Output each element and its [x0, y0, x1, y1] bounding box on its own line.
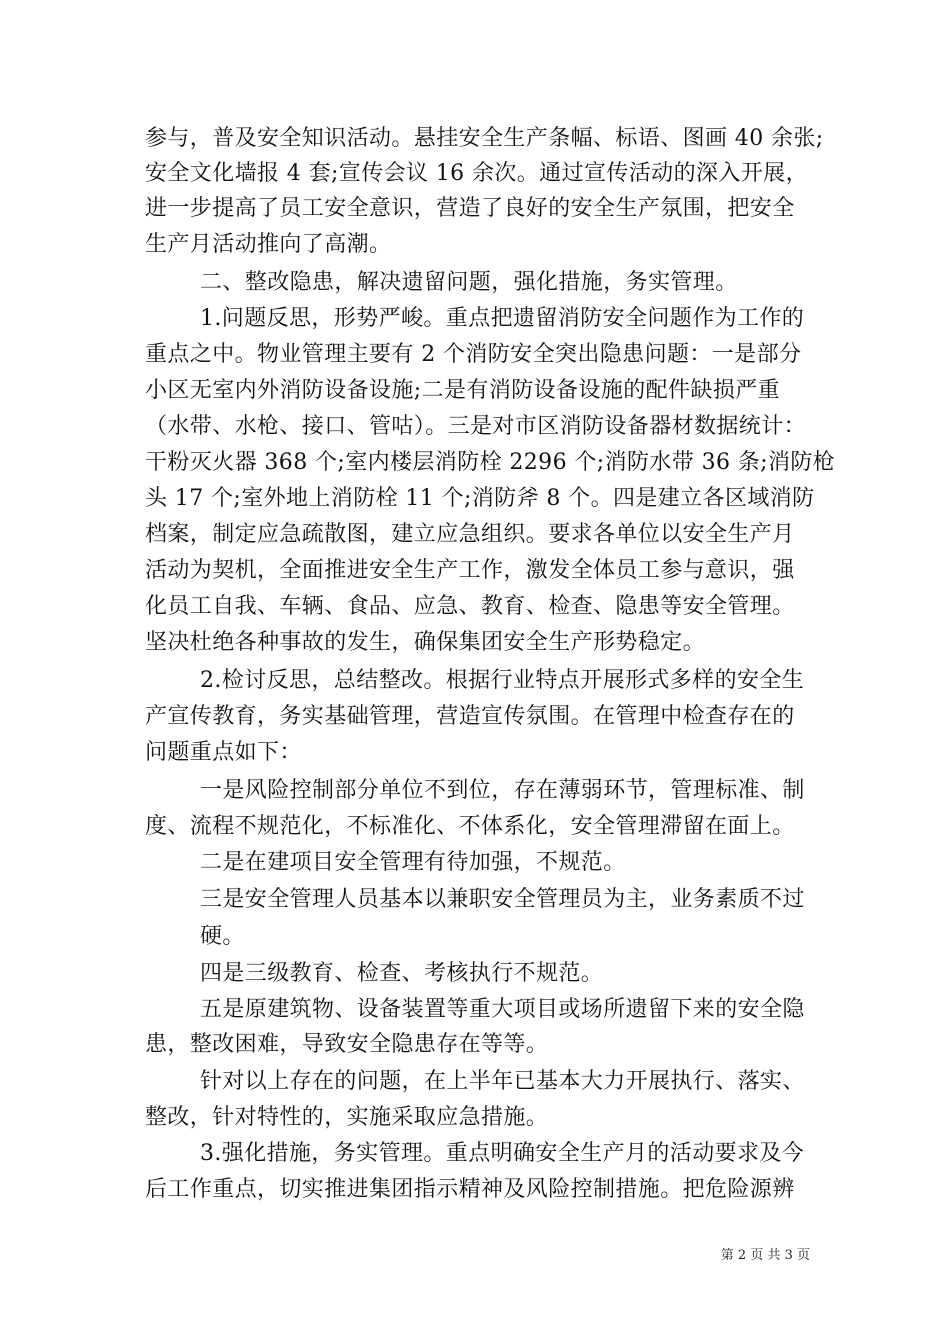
text-line: 问题重点如下： — [145, 740, 302, 765]
text-line: 化员工自我、车辆、食品、应急、教育、检查、隐患等安全管理。 — [145, 594, 795, 619]
text-line: 硬。 — [200, 924, 245, 949]
text-line: 二是在建项目安全管理有待加强，不规范。 — [200, 850, 626, 875]
text-line: 干粉灭火器 368 个;室内楼层消防栓 2296 个;消防水带 36 条;消防枪 — [145, 450, 836, 475]
text-line: 针对以上存在的问题，在上半年已基本大力开展执行、落实、 — [200, 1069, 805, 1094]
text-line: 进一步提高了员工安全意识，营造了良好的安全生产氛围，把安全 — [145, 196, 795, 221]
text-line: （水带、水枪、接口、管咕）。三是对市区消防设备器材数据统计： — [145, 414, 807, 439]
text-line: 一是风险控制部分单位不到位，存在薄弱环节，管理标准、制 — [200, 778, 805, 803]
text-line: 参与，普及安全知识活动。悬挂安全生产条幅、标语、图画 40 余张; — [145, 126, 824, 151]
text-line: 患，整改困难，导致安全隐患存在等等。 — [145, 1032, 549, 1057]
text-line: 整改，针对特性的，实施采取应急措施。 — [145, 1105, 549, 1130]
text-line: 产宣传教育，务实基础管理，营造宣传氛围。在管理中检查存在的 — [145, 704, 795, 729]
text-line: 2.检讨反思，总结整改。根据行业特点开展形式多样的安全生 — [200, 668, 805, 693]
text-line: 活动为契机，全面推进安全生产工作，激发全体员工参与意识，强 — [145, 558, 795, 583]
text-line: 档案，制定应急疏散图，建立应急组织。要求各单位以安全生产月 — [145, 522, 795, 547]
text-line: 重点之中。物业管理主要有 2 个消防安全突出隐患问题：一是部分 — [145, 342, 802, 367]
text-line: 三是安全管理人员基本以兼职安全管理员为主，业务素质不过 — [200, 887, 805, 912]
text-line: 四是三级教育、检查、考核执行不规范。 — [200, 961, 604, 986]
text-line: 3.强化措施，务实管理。重点明确安全生产月的活动要求及今 — [200, 1141, 805, 1166]
text-line: 头 17 个;室外地上消防栓 11 个;消防斧 8 个。四是建立各区域消防 — [145, 486, 815, 511]
text-line: 生产月活动推向了高潮。 — [145, 232, 392, 257]
text-line: 坚决杜绝各种事故的发生，确保集团安全生产形势稳定。 — [145, 630, 706, 655]
text-line: 1.问题反思，形势严峻。重点把遗留消防安全问题作为工作的 — [200, 306, 805, 331]
text-line: 度、流程不规范化，不标准化、不体系化，安全管理滞留在面上。 — [145, 814, 795, 839]
section-heading: 二、整改隐患，解决遗留问题，强化措施，务实管理。 — [200, 270, 738, 295]
page-number: 第 2 页 共 3 页 — [720, 1248, 810, 1263]
text-line: 后工作重点，切实推进集团指示精神及风险控制措施。把危险源辨 — [145, 1177, 795, 1202]
text-line: 小区无室内外消防设备设施;二是有消防设备设施的配件缺损严重 — [145, 378, 781, 403]
text-line: 五是原建筑物、设备装置等重大项目或场所遗留下来的安全隐 — [200, 997, 805, 1022]
text-line: 安全文化墙报 4 套;宣传会议 16 余次。通过宣传活动的深入开展， — [145, 161, 808, 186]
